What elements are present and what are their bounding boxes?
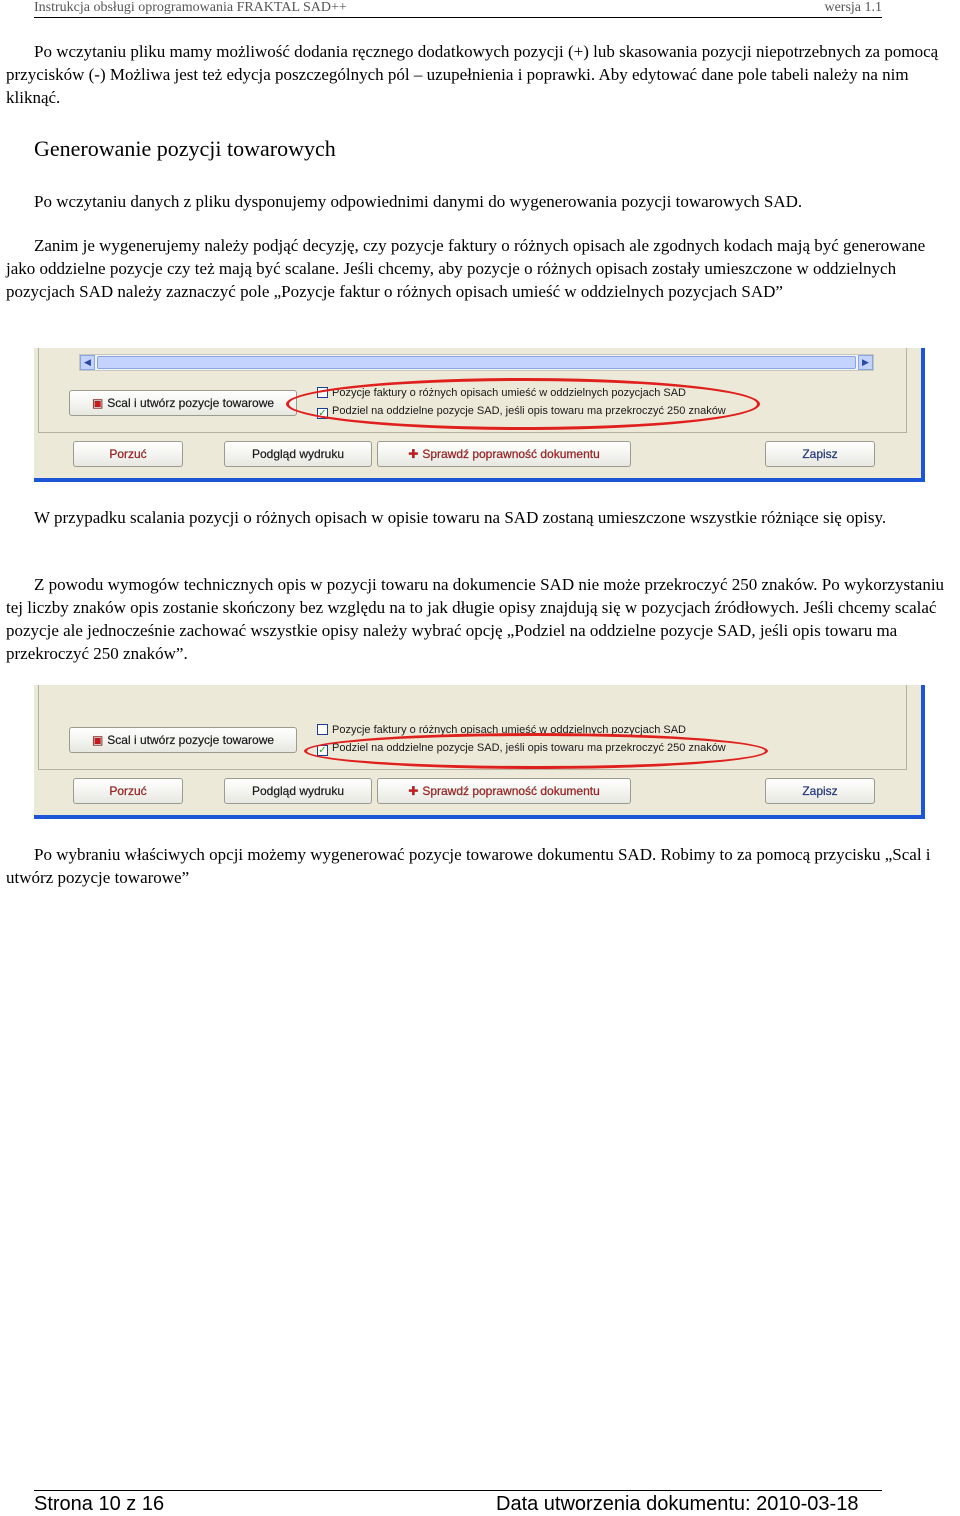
checkmark-icon[interactable]: ✓: [318, 745, 327, 756]
porzuc-button[interactable]: Porzuć: [73, 778, 183, 804]
scroll-thumb[interactable]: [97, 356, 856, 369]
sprawdz-button[interactable]: ✚ Sprawdź poprawność dokumentu: [377, 441, 631, 467]
zapisz-button[interactable]: Zapisz: [765, 778, 875, 804]
checkbox-separate-descriptions[interactable]: Pozycje faktury o różnych opisach umieść w oddzielnych pozycjach SAD: [317, 724, 686, 737]
page-number: Strona 10 z 16: [34, 1493, 165, 1515]
section-heading: Generowanie pozycji towarowych: [34, 136, 336, 161]
checkmark-icon[interactable]: ✓: [318, 408, 327, 419]
highlight-ellipse: [286, 378, 760, 430]
paragraph-merge: W przypadku scalania pozycji o różnych opisach w opisie towaru na SAD zostaną umieszczone wszystkie różniące się opisy.: [34, 508, 887, 527]
scroll-right-icon[interactable]: ▶: [858, 355, 873, 370]
ambulance-icon: ✚: [408, 447, 419, 461]
scal-button[interactable]: ▣ Scal i utwórz pozycje towarowe: [69, 727, 297, 753]
checkbox-empty-icon[interactable]: [317, 724, 328, 735]
sprawdz-button[interactable]: ✚ Sprawdź poprawność dokumentu: [377, 778, 631, 804]
paragraph-intro: Po wczytaniu pliku mamy możliwość dodania ręcznego dodatkowych pozycji (+) lub skasowania pozycji niepotrzebnych za pomocą przycisków (-) Możliwa jest też edycja poszczególnych pól – uzupełnienia i poprawki. Aby edytować dane pole tabeli należy na nim kliknąć.: [6, 42, 939, 107]
page-footer: [34, 1490, 882, 1515]
porzuc-button[interactable]: Porzuć: [73, 441, 183, 467]
page-header: [34, 0, 882, 18]
checkbox-separate-descriptions[interactable]: Pozycje faktury o różnych opisach umieść w oddzielnych pozycjach SAD: [317, 387, 686, 400]
podglad-button[interactable]: Podgląd wydruku: [224, 441, 372, 467]
paragraph-final: Po wybraniu właściwych opcji możemy wygenerować pozycje towarowe dokumentu SAD. Robimy to za pomocą przycisku „Scal i utwórz pozycje towarowe”: [6, 845, 931, 887]
header-version: wersja 1.1: [824, 0, 882, 15]
paragraph-generate: Po wczytaniu danych z pliku dysponujemy odpowiednimi danymi do wygenerowania pozycji towarowych SAD.: [34, 192, 803, 211]
header-title: Instrukcja obsługi oprogramowania FRAKTAL SAD++: [34, 0, 347, 15]
scroll-left-icon[interactable]: ◀: [80, 355, 95, 370]
zapisz-button[interactable]: Zapisz: [765, 441, 875, 467]
checkbox-split-250[interactable]: ✓ Podziel na oddzielne pozycje SAD, jeśli opis towaru ma przekroczyć 250 znaków: [318, 405, 726, 419]
screenshot-options-2: [34, 685, 925, 819]
creation-date: Data utworzenia dokumentu: 2010-03-18: [496, 1493, 859, 1515]
paragraph-limit: Z powodu wymogów technicznych opis w pozycji towaru na dokumencie SAD nie może przekroczyć 250 znaków. Po wykorzystaniu tej liczby znaków opis zostanie skończony bez względu na to jak długie opisy znajdują się w pozycjach źródłowych. Jeśli chcemy scalać pozycje ale jednocześnie zachować wszystkie opisy należy wybrać opcję „Podziel na oddzielne pozycje SAD, jeśli opis towaru ma przekroczyć 250 znaków”.: [6, 575, 945, 663]
merge-icon: ▣: [91, 396, 104, 410]
highlight-ellipse: [304, 733, 768, 769]
paragraph-decision: Zanim je wygenerujemy należy podjąć decyzję, czy pozycje faktury o różnych opisach ale zgodnych kodach mają być generowane jako oddzielne pozycje czy też mają być scalane. Jeśli chcemy, aby pozycje o różnych opisach zostały umieszczone w oddzielnych pozycjach SAD należy zaznaczyć pole „Pozycje faktur o różnych opisach umieść w oddzielnych pozycjach SAD”: [6, 236, 926, 301]
podglad-button[interactable]: Podgląd wydruku: [224, 778, 372, 804]
ambulance-icon: ✚: [408, 784, 419, 798]
checkbox-split-250[interactable]: ✓ Podziel na oddzielne pozycje SAD, jeśli opis towaru ma przekroczyć 250 znaków: [318, 742, 726, 756]
merge-icon: ▣: [91, 733, 104, 747]
horizontal-scrollbar[interactable]: [79, 354, 874, 371]
screenshot-options-1: [34, 348, 925, 482]
scal-button[interactable]: ▣ Scal i utwórz pozycje towarowe: [69, 390, 297, 416]
